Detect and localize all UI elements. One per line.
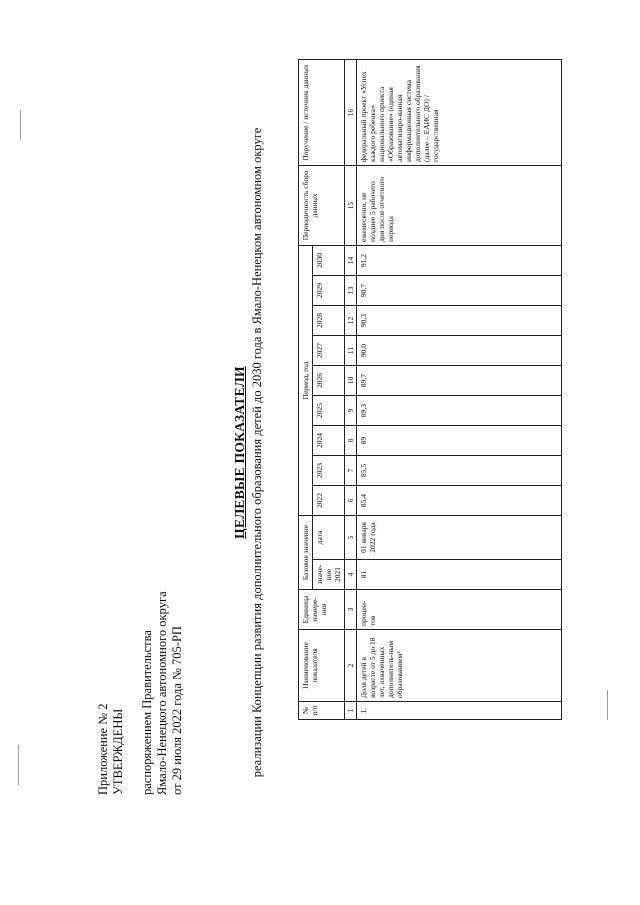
col-number: 12 xyxy=(345,306,357,336)
col-number: 2 xyxy=(345,630,357,702)
scan-edge-mark xyxy=(20,110,21,140)
header-period: Период, год xyxy=(299,246,313,516)
header-row-1 xyxy=(299,60,313,720)
header-source: Поручение / источник данных xyxy=(299,60,345,166)
row-value: 90,3 xyxy=(357,306,562,336)
header-year: 2030 xyxy=(313,246,345,276)
row-value: 85,4 xyxy=(357,486,562,516)
scan-edge-mark xyxy=(607,690,608,720)
row-indicator-name: Доля детей в возрасте от 5 до 18 лет, охваченных дополнитель-ным образованием¹ xyxy=(357,630,562,702)
col-number: 10 xyxy=(345,366,357,396)
document-title: ЦЕЛЕВЫЕ ПОКАЗАТЕЛИ xyxy=(232,366,247,539)
appendix-label: Приложение № 2 xyxy=(96,703,110,795)
col-number: 15 xyxy=(345,166,357,246)
document-subtitle: реализации Концепции развития дополнительного образования детей до 2030 года в Ямало-Ненецком автономном округе xyxy=(250,127,264,778)
row-value: 85,5 xyxy=(357,456,562,486)
header-year: 2027 xyxy=(313,336,345,366)
header-base-value: значе-ние 2021 xyxy=(313,560,345,590)
header-year: 2025 xyxy=(313,396,345,426)
row-value: 90,0 xyxy=(357,336,562,366)
header-base: Базовое значение xyxy=(299,516,313,590)
header-unit: Единица измере-ния xyxy=(299,590,345,630)
approved-label: УТВЕРЖДЕНЫ xyxy=(111,708,125,795)
table-row xyxy=(357,60,562,720)
col-number: 7 xyxy=(345,456,357,486)
col-number: 9 xyxy=(345,396,357,426)
header-year: 2022 xyxy=(313,486,345,516)
header-year: 2024 xyxy=(313,426,345,456)
column-number-row xyxy=(345,60,357,720)
row-value: 90,7 xyxy=(357,276,562,306)
header-num: № п/п xyxy=(299,702,345,720)
row-value: 89 xyxy=(357,426,562,456)
col-number: 14 xyxy=(345,246,357,276)
approval-block xyxy=(96,591,185,795)
indicators-table xyxy=(298,59,562,720)
order-line-3: от 29 июля 2022 года № 705-РП xyxy=(170,626,184,795)
header-frequency: Периодичность сбора данных xyxy=(299,166,345,246)
col-number: 4 xyxy=(345,560,357,590)
scan-edge-mark xyxy=(18,745,19,785)
row-base-value: 81 xyxy=(357,560,562,590)
row-value: 89,7 xyxy=(357,366,562,396)
header-year: 2029 xyxy=(313,276,345,306)
row-source: федеральный проект «Успех каждого ребенка» национального проекта «Образование» (единая автоматизиро-ванная информационная система дополнительного образования (далее – ЕАИС ДО) / государственная xyxy=(357,60,562,166)
header-year: 2028 xyxy=(313,306,345,336)
header-name: Наименование показателя xyxy=(299,630,345,702)
row-num: 1. xyxy=(357,702,562,720)
col-number: 13 xyxy=(345,276,357,306)
order-line-2: Ямало-Ненецкого автономного округа xyxy=(155,591,169,795)
header-year: 2026 xyxy=(313,366,345,396)
col-number: 16 xyxy=(345,60,357,166)
header-base-date: дата xyxy=(313,516,345,560)
col-number: 5 xyxy=(345,516,357,560)
row-value: 89,3 xyxy=(357,396,562,426)
col-number: 11 xyxy=(345,336,357,366)
row-value: 91,2 xyxy=(357,246,562,276)
col-number: 3 xyxy=(345,590,357,630)
row-unit: процен-тов xyxy=(357,590,562,630)
header-year: 2023 xyxy=(313,456,345,486)
col-number: 1 xyxy=(345,702,357,720)
col-number: 8 xyxy=(345,426,357,456)
row-base-date: 01 января 2022 года xyxy=(357,516,562,560)
row-frequency: ежемесячно, не позднее 5 рабочего дня после отчетного периода xyxy=(357,166,562,246)
order-line-1: распоряжением Правительства xyxy=(140,630,154,795)
col-number: 6 xyxy=(345,486,357,516)
